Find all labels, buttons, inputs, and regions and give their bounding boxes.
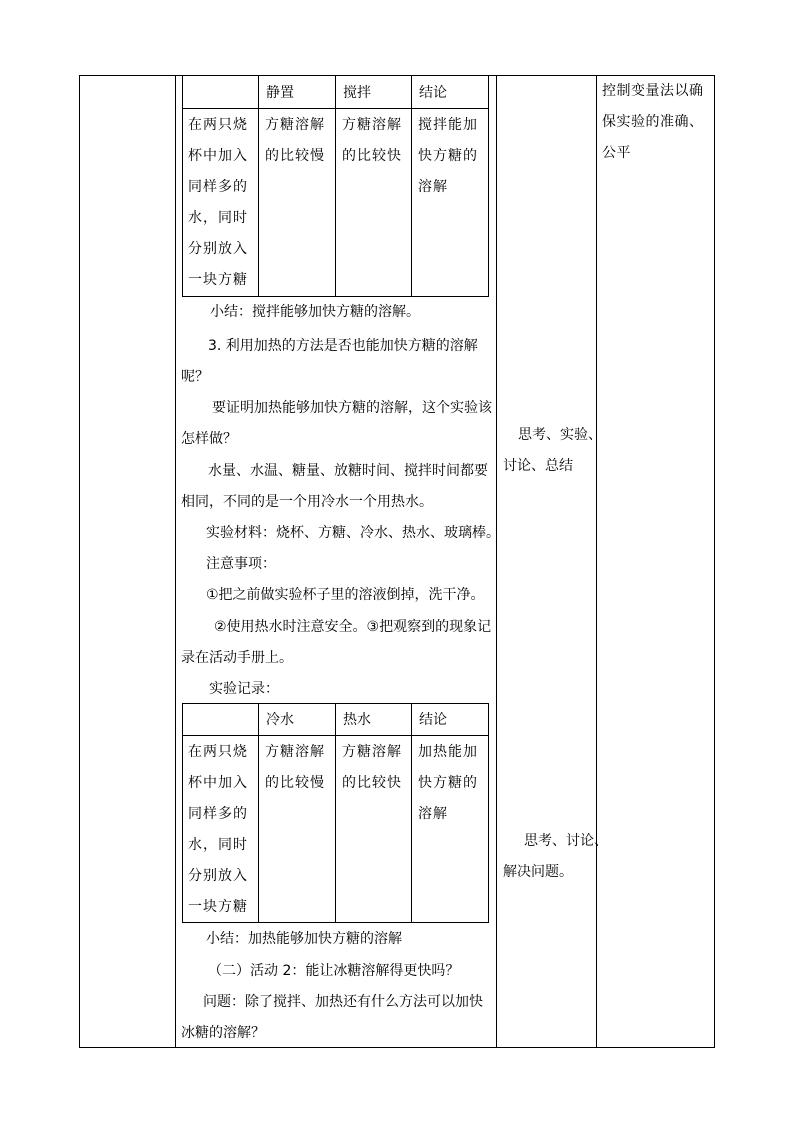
note-1: ①把之前做实验杯子里的溶液倒掉，洗干净。: [206, 587, 485, 603]
outer-divider-2: [496, 75, 497, 1048]
table2-cold-result: 方糖溶解 的比较慢: [265, 744, 325, 791]
materials: 实验材料：烧杯、方糖、冷水、热水、玻璃棒。: [206, 525, 500, 541]
question-line1: 问题：除了搅拌、加热还有什么方法可以加快: [203, 994, 483, 1010]
prove-line1: 要证明加热能够加快方糖的溶解，这个实验该: [212, 400, 492, 416]
table2-row-label: 在两只烧 杯中加入 同样多的 水，同时 分别放入 一块方糖: [188, 744, 248, 915]
question-3-line1: 3. 利用加热的方法是否也能加快方糖的溶解: [208, 338, 478, 354]
activity-2-title: （二）活动 2：能让冰糖溶解得更快吗？: [208, 963, 460, 979]
prove-line2: 怎样做？: [181, 431, 237, 447]
table2-conclusion: 加热能加 快方糖的 溶解: [418, 744, 478, 822]
note-2-line2: 录在活动手册上。: [181, 650, 293, 666]
table1-header-static: 静置: [266, 85, 294, 101]
variables-line2: 相同，不同的是一个用冷水一个用热水。: [181, 494, 433, 510]
outer-right-border: [714, 75, 715, 1048]
variables-line1: 水量、水温、糖量、放糖时间、搅拌时间都要: [208, 463, 488, 479]
question-3-line2: 呢？: [181, 369, 209, 385]
summary-2: 小结：加热能够加快方糖的溶解: [206, 931, 402, 947]
table1-static-result: 方糖溶解 的比较慢: [265, 117, 325, 164]
table1-header-conclusion: 结论: [419, 85, 447, 101]
outer-divider-1: [175, 75, 176, 1048]
student-activity-2: 思考、讨论、 解决问题。: [503, 833, 608, 880]
note-2-line1: ②使用热水时注意安全。③把观察到的现象记: [214, 619, 492, 635]
table2-header-cold: 冷水: [266, 712, 294, 728]
question-line2: 冰糖的溶解？: [181, 1025, 265, 1041]
table2-header-conclusion: 结论: [419, 712, 447, 728]
table1-conclusion: 搅拌能加 快方糖的 溶解: [418, 117, 478, 195]
summary-1: 小结：搅拌能够加快方糖的溶解。: [210, 304, 420, 320]
table2-hot-result: 方糖溶解 的比较快: [342, 744, 402, 791]
outer-left-border: [79, 75, 80, 1048]
table1-stir-result: 方糖溶解 的比较快: [342, 117, 402, 164]
record-title: 实验记录：: [209, 681, 279, 697]
table2-header-hot: 热水: [343, 712, 371, 728]
table1-header-stir: 搅拌: [343, 85, 371, 101]
table1-row-label: 在两只烧 杯中加入 同样多的 水，同时 分别放入 一块方糖: [188, 117, 248, 288]
outer-divider-3: [596, 75, 597, 1048]
design-intent-note: 控制变量法以确 保实验的准确、 公平: [602, 83, 704, 161]
notes-title: 注意事项：: [206, 556, 276, 572]
student-activity-1: 思考、实验、 讨论、总结: [503, 427, 602, 474]
